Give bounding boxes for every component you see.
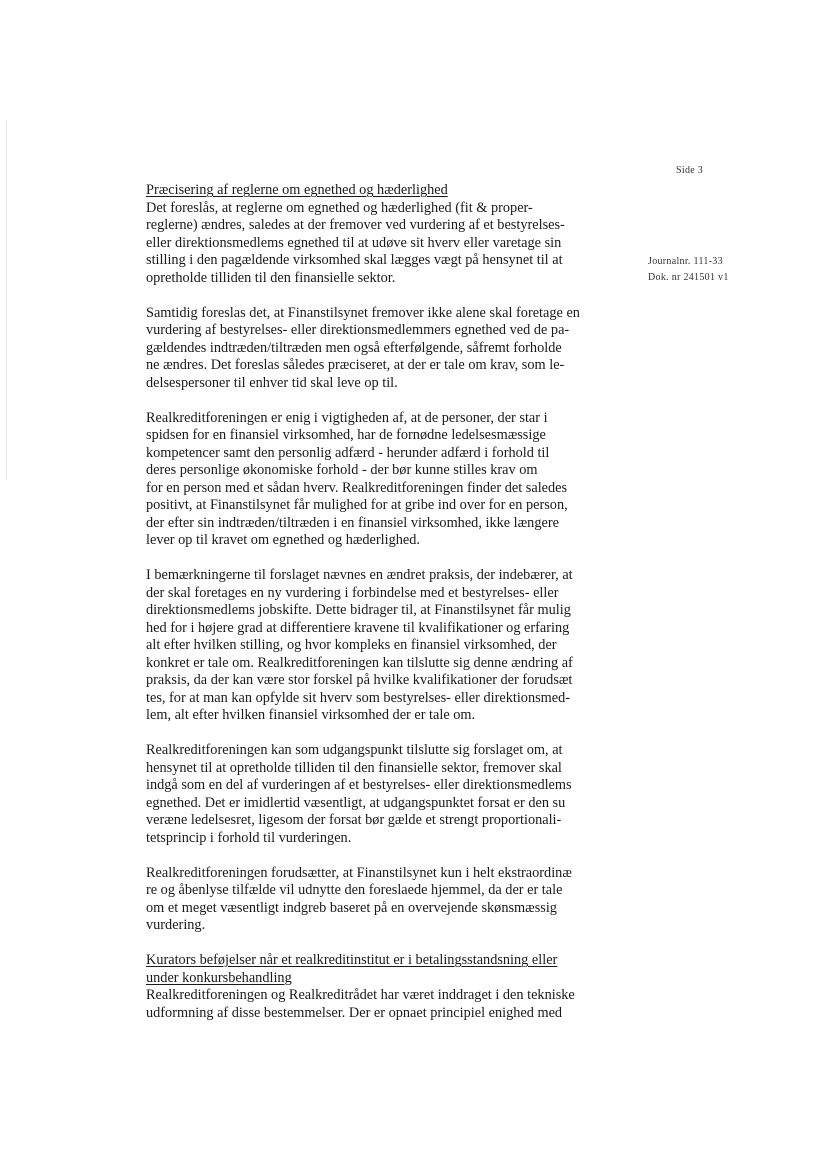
paragraph [146,567,626,725]
text-line: Realkreditforeningen forudsætter, at Finanstilsynet kun i helt ekstraordinæ [146,864,572,881]
text-line: reglerne) ændres, saledes at der fremover ved vurdering af et bestyrelses- [146,217,565,233]
text-line: egnethed. Det er imidlertid væsentligt, at udgangspunktet forsat er den su [146,794,566,811]
text-line: indgå som en del af vurderingen af et bestyrelses- eller direktionsmedlems [146,777,572,793]
text-line: om et meget væsentligt indgreb baseret på en overvejende skønsmæssig [146,899,557,916]
text-line: I bemærkningerne til forslaget nævnes en ændret praksis, der indebærer, at [146,567,573,583]
text-line: for en person med et sådan hverv. Realkreditforeningen finder det saledes [146,479,568,496]
text-line: gældendes indtræden/tiltræden men også efterfølgende, såfremt forholde [146,339,562,356]
section-heading: Kurators beføjelser når et realkreditinstitut er i betalingsstandsning eller [146,952,558,968]
section-heading: under konkursbehandling [146,969,292,986]
text-line: Det foreslås, at reglerne om egnethed og hæderlighed (fit & proper- [146,199,533,216]
text-line: stilling i den pagældende virksomhed skal lægges vægt på hensynet til at [146,252,563,268]
text-line: Realkreditforeningen er enig i vigtigheden af, at de personer, der star i [146,409,548,426]
text-line: veræne ledelsesret, ligesom der forsat bør gælde et strengt proportionali- [146,812,562,828]
text-line: tetsprincip i forhold til vurderingen. [146,829,352,846]
text-line: vurdering af bestyrelses- eller direktionsmedlemmers egnethed ved de pa- [146,322,570,338]
text-line: eller direktionsmedlems egnethed til at udøve sit hverv eller varetage sin [146,234,562,251]
text-line: spidsen for en finansiel virksomhed, har de fornødne ledelsesmæssige [146,427,546,443]
paragraph [146,987,626,1022]
text-line: hensynet til at opretholde tilliden til den finansielle sektor, fremover skal [146,759,562,776]
text-line: lem, alt efter hvilken finansiel virksomhed der er tale om. [146,707,476,723]
paragraph [146,865,626,935]
text-line: deres personlige økonomiske forhold - der bør kunne stilles krav om [146,462,538,478]
text-line: der efter sin indtræden/tiltræden i en finansiel virksomhed, ikke længere [146,514,559,531]
paragraph [146,305,626,393]
text-line: hed for i højere grad at differentiere kravene til kvalifikationer og erfaring [146,619,570,636]
text-line: lever op til kravet om egnethed og hæderlighed. [146,532,420,548]
text-line: kompetencer samt den personlig adfærd - herunder adfærd i forhold til [146,444,550,461]
text-line: re og åbenlyse tilfælde vil udnytte den foreslaede hjemmel, da der er tale [146,882,563,898]
text-line: praksis, da der kan være stor forskel på hvilke kvalifikationer der forudsæt [146,672,573,688]
text-line: delsespersoner til enhver tid skal leve op til. [146,374,398,391]
text-line: ne ændres. Det foreslas således præciseret, at der er tale om krav, som le- [146,357,565,373]
text-line: der skal foretages en ny vurdering i forbindelse med et bestyrelses- eller [146,584,559,601]
body-text [146,182,626,1040]
text-line: vurdering. [146,917,206,933]
text-line: alt efter hvilken stilling, og hvor kompleks en finansiel virksomhed, der [146,637,557,653]
scan-edge-line [6,120,7,480]
text-line: Samtidig foreslas det, at Finanstilsynet fremover ikke alene skal foretage en [146,304,580,321]
text-line: Realkreditforeningen og Realkreditrådet har været inddraget i den tekniske [146,987,575,1003]
document-number: Dok. nr 241501 v1 [648,272,729,283]
text-line: konkret er tale om. Realkreditforeningen kan tilslutte sig denne ændring af [146,654,573,671]
paragraph [146,410,626,550]
text-line: udformning af disse bestemmelser. Der er opnaet principiel enighed med [146,1004,563,1021]
text-line: direktionsmedlems jobskifte. Dette bidrager til, at Finanstilsynet får mulig [146,602,571,618]
text-line: tes, for at man kan opfylde sit hverv som bestyrelses- eller direktionsmed- [146,689,571,706]
journal-number: Journalnr. 111-33 [648,256,723,267]
section-heading: Præcisering af reglerne om egnethed og hæderlighed [146,182,448,198]
text-line: positivt, at Finanstilsynet får mulighed for at gribe ind over for en person, [146,497,568,513]
paragraph [146,200,626,288]
paragraph [146,742,626,847]
text-line: Realkreditforeningen kan som udgangspunkt tilslutte sig forslaget om, at [146,742,563,758]
text-line: opretholde tilliden til den finansielle sektor. [146,269,396,286]
page-number: Side 3 [676,165,704,176]
